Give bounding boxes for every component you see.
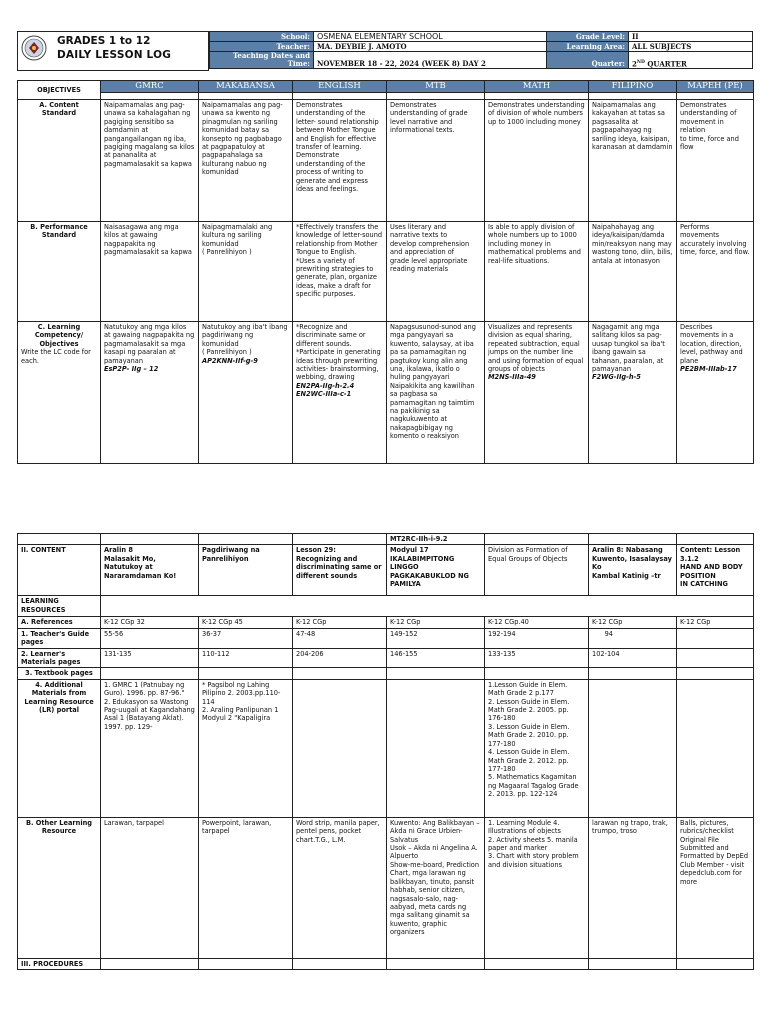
learners-materials-row xyxy=(18,648,754,668)
row-label: 2. Learner's Materials pages xyxy=(18,648,101,668)
table-cell: Naipamamalas ang pag-unawa sa kwento ng pinagmulan ng sariling komunidad batay sa konsepto ng pagbabago at pagpapatuloy at pagpapahalaga sa kulturang nabuo ng komunidad xyxy=(199,100,293,222)
table-cell: Balls, pictures, rubrics/checklist Original File Submitted and Formatted by DepEd Club Member - visit depedclub.com for more xyxy=(677,817,754,958)
table-cell: 102-104 xyxy=(589,648,677,668)
table-cell: Demonstrates understanding of the letter- sound relationship between Mother Tongue and English for effective transfer of learning. Demonstrate understanding of the process of writing to generate and express ideas and feelings. xyxy=(293,100,387,222)
table-cell: 131-135 xyxy=(101,648,199,668)
table-cell: Aralin 8 Malasakit Mo, Natutukoy at Nararamdaman Ko! xyxy=(101,545,199,596)
cell-text: Nagagamit ang mga salitang kilos sa pag-uusap tungkol sa iba't ibang gawain sa tahanan, paaralan, at pamayanan xyxy=(592,323,665,374)
table-cell xyxy=(199,322,293,464)
quarter-sup: ND xyxy=(636,59,645,65)
table-cell: 36-37 xyxy=(199,628,293,648)
table-cell: Is able to apply division of whole numbers up to 1000 including money in mathematical problems and real-life situations. xyxy=(485,222,589,322)
quarter-word: QUARTER xyxy=(647,59,687,68)
additional-materials-row xyxy=(18,679,754,817)
table-cell: 149-152 xyxy=(387,628,485,648)
competency-label: C. Learning Competency/ Objectives xyxy=(34,323,84,348)
table-cell: K-12 CGp xyxy=(589,617,677,628)
table-cell: *Effectively transfers the knowledge of letter-sound relationship from Mother Tongue to English. *Uses a variety of prewriting strategies to generate, plan, organize ideas, make a draft for specific purposes. xyxy=(293,222,387,322)
carry-code: MT2RC-IIh-i-9.2 xyxy=(387,534,485,545)
competency-row xyxy=(18,322,754,464)
header-info-table xyxy=(209,31,753,69)
table-cell: Lesson 29: Recognizing and discriminating same or different sounds xyxy=(293,545,387,596)
table-cell: K-12 CGp.40 xyxy=(485,617,589,628)
table-cell: Aralin 8: Nabasang Kuwento, Isasalaysay Ko Kambal Katinig –tr xyxy=(589,545,677,596)
school-value: OSMENA ELEMENTARY SCHOOL xyxy=(314,32,547,42)
row-label: 4. Additional Materials from Learning Resource (LR) portal xyxy=(18,679,101,817)
dates-label-line1: Teaching Dates and xyxy=(232,51,310,60)
table-cell: Naisasagawa ang mga kilos at gawaing nagpapakita ng pagmamalasakit sa kapwa xyxy=(101,222,199,322)
teacher-label: Teacher: xyxy=(210,42,314,52)
performance-standard-row xyxy=(18,222,754,322)
table-cell: * Pagsibol ng Lahing Pilipino 2. 2003.pp.110-114 2. Araling Panlipunan 1 Modyul 2 "Kapaligira xyxy=(199,679,293,817)
table-cell: Word strip, manila paper, pentel pens, pocket chart.T.G., L.M. xyxy=(293,817,387,958)
table-cell: 1. GMRC 1 (Patnubay ng Guro). 1996. pp. 87-96." 2. Edukasyon sa Wastong Pag-uugali at Kagandahang Asal 1 (Batayang Aklat). 1997. pp. 129- xyxy=(101,679,199,817)
table-cell: Modyul 17 IKALABIMPITONG LINGGO PAGKAKABUKLOD NG PAMILYA xyxy=(387,545,485,596)
table-cell xyxy=(101,322,199,464)
col-header-filipino: FILIPINO xyxy=(589,81,677,93)
table-cell: 204-206 xyxy=(293,648,387,668)
table-cell: K-12 CGp xyxy=(677,617,754,628)
row-label: B. Performance Standard xyxy=(18,222,101,322)
table-cell xyxy=(589,679,677,817)
table-cell xyxy=(387,322,485,464)
row-label: 3. Textbook pages xyxy=(18,668,101,679)
procedures-row xyxy=(18,958,754,969)
table-cell: 1.Lesson Guide in Elem. Math Grade 2 p.177 2. Lesson Guide in Elem. Math Grade 2. 2005. pp. 176-180 3. Lesson Guide in Elem. Math Grade 2. 2010. pp. 177-180 4. Lesson Guide in Elem. Math Grade 2. 2012. pp. 177-180 5. Mathematics Kagamitan ng Magaaral Tagalog Grade 2. 2013. pp. 122-124 xyxy=(485,679,589,817)
lc-code: PE2BM-IIIab-17 xyxy=(680,365,737,374)
row-label: III. PROCEDURES xyxy=(18,958,101,969)
dates-label-line2: Time: xyxy=(287,59,310,68)
teachers-guide-row xyxy=(18,628,754,648)
content-row xyxy=(18,545,754,596)
objectives-label: OBJECTIVES xyxy=(18,81,101,100)
row-label xyxy=(18,322,101,464)
quarter-num: 2 xyxy=(632,59,637,68)
table-cell: K-12 CGp 45 xyxy=(199,617,293,628)
table-cell: Division as Formation of Equal Groups of Objects xyxy=(485,545,589,596)
row-label: II. CONTENT xyxy=(18,545,101,596)
lc-code: M2NS-IIIa-49 xyxy=(488,373,536,382)
table-cell xyxy=(677,679,754,817)
cell-text: Napagsusunod-sunod ang mga pangyayari sa kuwento, salaysay, at iba pa sa pamamagitan ng pagtukoy kung alin ang una, ikalawa, ikatlo o huling pangyayari Naipakikita ang kawilihan sa pagbasa sa pamamagitan ng taimtim na pakikinig sa nagkukuwento at nakapagbibigay ng komento o reaksiyon xyxy=(390,323,476,441)
grade-label: Grade Level: xyxy=(547,32,629,42)
school-label: School: xyxy=(210,32,314,42)
col-header-math: MATH xyxy=(485,81,589,93)
table-cell: Demonstrates understanding of movement in relation to time, force and flow xyxy=(677,100,754,222)
competency-note: Write the LC code for each. xyxy=(21,348,91,365)
table-cell: Powerpoint, larawan, tarpapel xyxy=(199,817,293,958)
lc-code: F2WG-IIg-h-5 xyxy=(592,373,641,382)
cell-text: *Recognize and discriminate same or different sounds. *Participate in generating ideas through prewriting activities- brainstorming, webbing, drawing xyxy=(296,323,381,382)
area-label: Learning Area: xyxy=(547,42,629,52)
cell-text: Describes movements in a location, direction, level, pathway and plane xyxy=(680,323,743,365)
cell-text: Natutukoy ang iba't ibang pagdiriwang ng komunidad ( Panrelihiyon ) xyxy=(202,323,288,357)
area-value: ALL SUBJECTS xyxy=(629,42,753,52)
row-label: B. Other Learning Resource xyxy=(18,817,101,958)
col-header-english: ENGLISH xyxy=(293,81,387,93)
doc-title-line2: DAILY LESSON LOG xyxy=(57,49,172,61)
table-cell: Pagdiriwang na Panrelihiyon xyxy=(199,545,293,596)
lc-code: AP2KNN-IIf-g-9 xyxy=(202,356,258,365)
table-cell: K-12 CGp xyxy=(293,617,387,628)
table-cell: Naipamamalas ang pag-unawa sa kahalagahan ng pagiging sensitibo sa damdamin at pangangailangan ng iba, pagiging magalang sa kilos at pananalita at pagmamalasakit sa kapwa xyxy=(101,100,199,222)
table-cell: Naipahahayag ang ideya/kaisipan/damda min/reaksyon nang may wastong tono, diin, bilis, antala at intonasyon xyxy=(589,222,677,322)
objectives-table xyxy=(17,80,754,464)
quarter-label: Quarter: xyxy=(547,52,629,69)
row-label: A. References xyxy=(18,617,101,628)
table-cell xyxy=(589,322,677,464)
dates-label xyxy=(210,52,314,69)
table-cell: 146-155 xyxy=(387,648,485,668)
cell-text: Visualizes and represents division as equal sharing, repeated subtraction, equal jumps on the number line and using formation of equal groups of objects xyxy=(488,323,584,374)
doc-title-line1: GRADES 1 to 12 xyxy=(57,35,151,47)
table-cell: 94 xyxy=(589,628,677,648)
deped-seal-icon xyxy=(21,33,47,65)
table-cell xyxy=(677,628,754,648)
table-cell: Kuwento: Ang Balikbayan – Akda ni Grace Urbien-Salvatus Usok – Akda ni Angelina A. Alpuerto Show-me-board, Prediction Chart, mga larawan ng balikbayan, tinuto, pansit habhab, senior citizen, nagsasalo-salo, nag-aabyad, meta cards ng mga salitang ginamit sa kuwento, graphic organizers xyxy=(387,817,485,958)
table-cell: 192-194 xyxy=(485,628,589,648)
dates-value: NOVEMBER 18 - 22, 2024 (WEEK 8) DAY 2 xyxy=(314,52,547,69)
col-header-mapeh: MAPEH (PE) xyxy=(677,81,754,93)
content-table xyxy=(17,533,754,970)
row-label: A. Content Standard xyxy=(18,100,101,222)
references-row xyxy=(18,617,754,628)
table-cell: Naipamamalas ang kakayahan at tatas sa pagsasalita at pagpapahayag ng sariling ideya, kaisipan, karanasan at damdamin xyxy=(589,100,677,222)
table-cell: 55-56 xyxy=(101,628,199,648)
table-cell: Demonstrates understanding of division of whole numbers up to 1000 including money xyxy=(485,100,589,222)
table-cell: 1. Learning Module 4. Illustrations of objects 2. Activity sheets 5. manila paper and marker 3. Chart with story problem and division situations xyxy=(485,817,589,958)
lc-code: EsP2P- IIg – 12 xyxy=(104,365,159,374)
col-header-gmrc: GMRC xyxy=(101,81,199,93)
col-header-mtb: MTB xyxy=(387,81,485,93)
table-cell xyxy=(677,648,754,668)
quarter-value xyxy=(629,52,753,69)
table-cell: 47-48 xyxy=(293,628,387,648)
cell-text: Natutukoy ang mga kilos at gawaing nagpapakita ng pagmamalasakit sa mga kasapi ng paaralan at pamayanan xyxy=(104,323,195,365)
table-cell xyxy=(387,679,485,817)
table-cell: Demonstrates understanding of grade level narrative and informational texts. xyxy=(387,100,485,222)
row-label: LEARNING RESOURCES xyxy=(18,596,101,617)
table-cell: 110-112 xyxy=(199,648,293,668)
textbook-row xyxy=(18,668,754,679)
row-label: 1. Teacher's Guide pages xyxy=(18,628,101,648)
table-cell: K-12 CGp 32 xyxy=(101,617,199,628)
table-cell: Larawan, tarpapel xyxy=(101,817,199,958)
table-cell xyxy=(293,322,387,464)
table-cell xyxy=(485,322,589,464)
table-cell: K-12 CGp xyxy=(387,617,485,628)
table-cell: Performs movements accurately involving time, force, and flow. xyxy=(677,222,754,322)
table-cell xyxy=(293,679,387,817)
table-cell: 133-135 xyxy=(485,648,589,668)
content-standard-row xyxy=(18,100,754,222)
other-resources-row xyxy=(18,817,754,958)
table-cell: Content: Lesson 3.1.2 HAND AND BODY POSITION IN CATCHING xyxy=(677,545,754,596)
table-cell: larawan ng trapo, trak, trumpo, troso xyxy=(589,817,677,958)
col-header-makabansa: MAKABANSA xyxy=(199,81,293,93)
table-cell xyxy=(677,322,754,464)
table-cell: Naipagmamalaki ang kultura ng sariling komunidad ( Panrelihiyon ) xyxy=(199,222,293,322)
grade-value: II xyxy=(629,32,753,42)
lc-code: EN2PA-IIg-h-2.4 EN2WC-IIIa-c-1 xyxy=(296,381,355,399)
teacher-value: MA. DEYBIE J. AMOTO xyxy=(314,42,547,52)
learning-resources-row xyxy=(18,596,754,617)
table-cell: Uses literary and narrative texts to develop comprehension and appreciation of grade level appropriate reading materials xyxy=(387,222,485,322)
